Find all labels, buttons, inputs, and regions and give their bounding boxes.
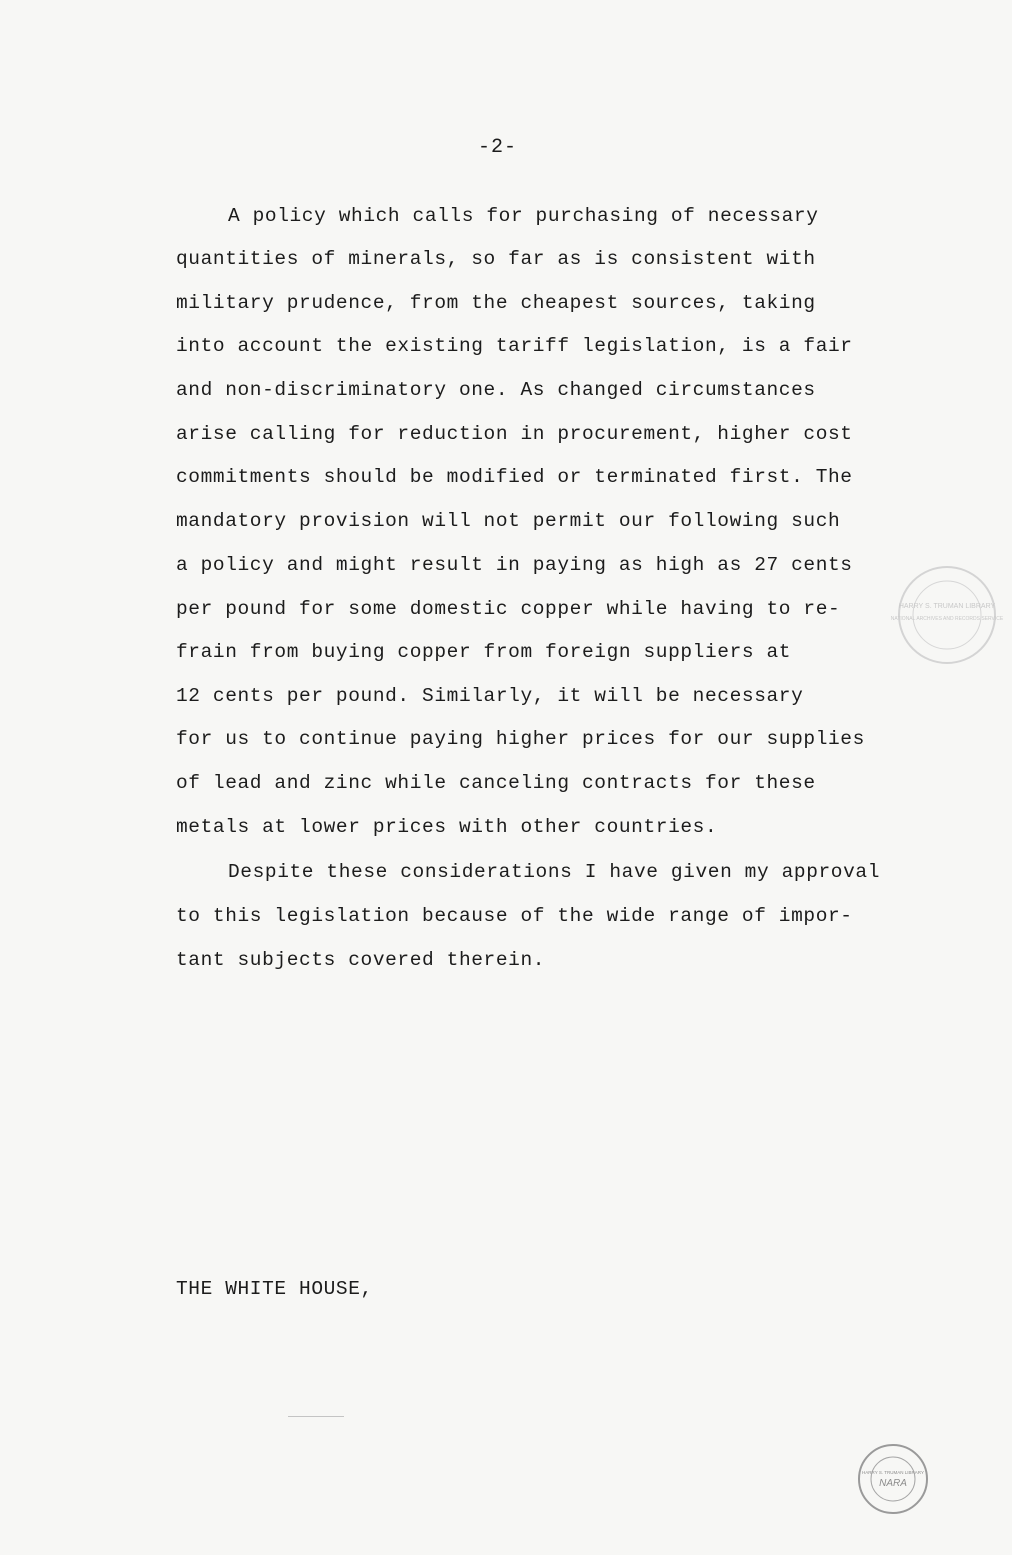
- paragraph-line: tant subjects covered therein.: [176, 949, 546, 971]
- paragraph-line: frain from buying copper from foreign suppliers at: [176, 641, 792, 663]
- stamp-text-line: NARA: [879, 1478, 907, 1489]
- paragraph-line: quantities of minerals, so far as is consistent with: [176, 248, 816, 270]
- stamp-text-line: HARRY S. TRUMAN LIBRARY: [862, 1470, 924, 1475]
- paragraph-line: commitments should be modified or terminated first. The: [176, 466, 853, 488]
- stamp-text-line: NATIONAL ARCHIVES AND RECORDS SERVICE: [890, 616, 1004, 622]
- library-stamp-nara: [858, 1444, 928, 1514]
- paragraph-line: and non-discriminatory one. As changed circumstances: [176, 379, 816, 401]
- paragraph-line: of lead and zinc while canceling contracts for these: [176, 772, 816, 794]
- paragraph-line: Despite these considerations I have given my approval: [228, 861, 881, 883]
- library-stamp-faint: [890, 566, 1004, 664]
- paragraph-line: per pound for some domestic copper while having to re-: [176, 598, 841, 620]
- stamp-text-line: HARRY S. TRUMAN LIBRARY: [898, 603, 996, 610]
- paragraph-line: arise calling for reduction in procurement, higher cost: [176, 423, 853, 445]
- paragraph-line: for us to continue paying higher prices for our supplies: [176, 728, 865, 750]
- page-number: -2-: [478, 136, 518, 159]
- paragraph-line: military prudence, from the cheapest sources, taking: [176, 292, 816, 314]
- stamp-seal-icon: [890, 568, 1004, 662]
- paragraph-line: a policy and might result in paying as high as 27 cents: [176, 554, 853, 576]
- paragraph-line: 12 cents per pound. Similarly, it will be necessary: [176, 685, 804, 707]
- paragraph-line: to this legislation because of the wide range of impor-: [176, 905, 853, 927]
- paragraph-line: A policy which calls for purchasing of necessary: [228, 205, 819, 227]
- paragraph-line: mandatory provision will not permit our following such: [176, 510, 841, 532]
- signoff: THE WHITE HOUSE,: [176, 1278, 373, 1300]
- pencil-mark: [288, 1416, 344, 1417]
- paragraph-line: into account the existing tariff legislation, is a fair: [176, 335, 853, 357]
- stamp-seal-icon: [860, 1446, 926, 1512]
- paragraph-line: metals at lower prices with other countries.: [176, 816, 718, 838]
